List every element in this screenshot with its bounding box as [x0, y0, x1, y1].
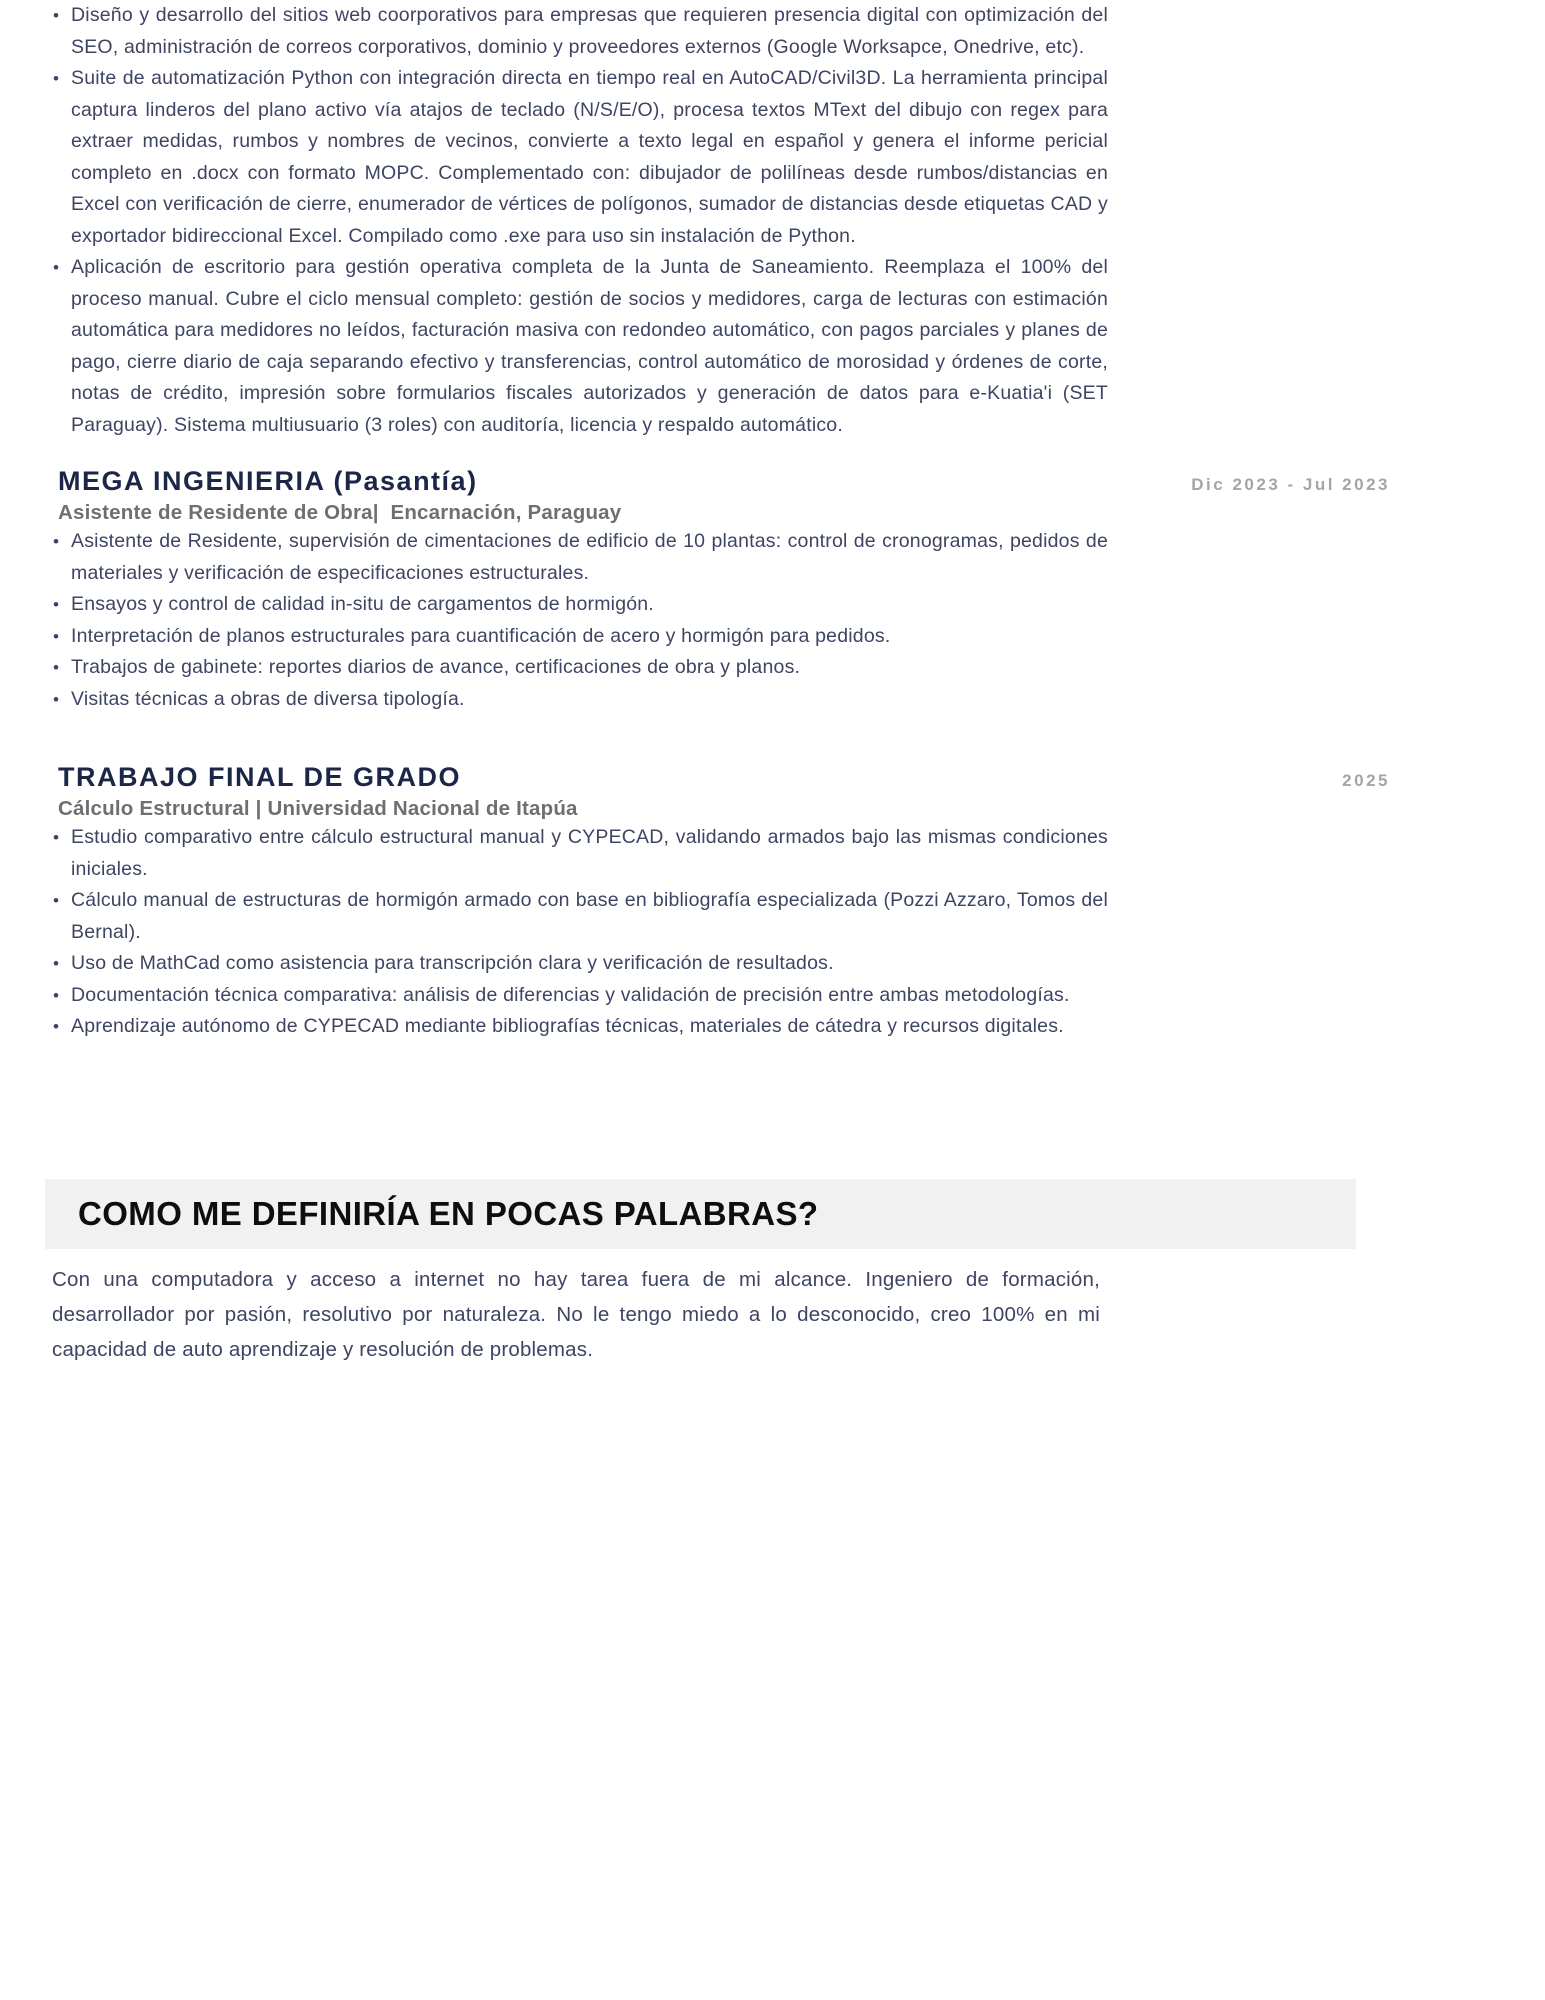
bullet-item: • Ensayos y control de calidad in-situ de cargamentos de hormigón.: [52, 589, 1108, 621]
definition-banner: [45, 1179, 1356, 1249]
bullet-item: • Cálculo manual de estructuras de hormigón armado con base en bibliografía especializada (Pozzi Azzaro, Tomos del Bernal).: [52, 885, 1108, 948]
bullet-item: • Uso de MathCad como asistencia para transcripción clara y verificación de resultados.: [52, 948, 1108, 980]
bullet-item: • Visitas técnicas a obras de diversa tipología.: [52, 684, 1108, 716]
bullet-item: • Aprendizaje autónomo de CYPECAD mediante bibliografías técnicas, materiales de cátedra y recursos digitales.: [52, 1011, 1108, 1043]
intro-bullet-item: • Suite de automatización Python con integración directa en tiempo real en AutoCAD/Civil3D. La herramienta principal captura linderos del plano activo vía atajos de teclado (N/S/E/O), procesa textos MText del dibujo con regex para extraer medidas, rumbos y nombres de vecinos, convierte a texto legal en español y genera el informe pericial completo en .docx con formato MOPC. Complementado con: dibujador de polilíneas desde rumbos/distancias en Excel con verificación de cierre, enumerador de vértices de polígonos, sumador de distancias desde etiquetas CAD y exportador bidireccional Excel. Compilado como .exe para uso sin instalación de Python.: [52, 63, 1108, 252]
section-title: TRABAJO FINAL DE GRADO: [58, 762, 462, 792]
intro-bullets-block: [52, 0, 1108, 441]
bullet-item: • Asistente de Residente, supervisión de cimentaciones de edificio de 10 plantas: control de cronogramas, pedidos de materiales y verificación de especificaciones estructurales.: [52, 526, 1108, 589]
bullet-item: • Estudio comparativo entre cálculo estructural manual y CYPECAD, validando armados bajo las mismas condiciones iniciales.: [52, 822, 1108, 885]
section-header: [52, 465, 1108, 526]
intro-bullet-item: • Aplicación de escritorio para gestión operativa completa de la Junta de Saneamiento. Reemplaza el 100% del proceso manual. Cubre el ciclo mensual completo: gestión de socios y medidores, carga de lecturas con estimación automática para medidores no leídos, facturación masiva con redondeo automático, con pagos parciales y planes de pago, cierre diario de caja separando efectivo y transferencias, control automático de morosidad y órdenes de corte, notas de crédito, impresión sobre formularios fiscales autorizados y generación de datos para e-Kuatia'i (SET Paraguay). Sistema multiusuario (3 roles) con auditoría, licencia y respaldo automático.: [52, 252, 1108, 441]
section-bullet-list: [52, 526, 1108, 715]
section-subtitle: Cálculo Estructural | Universidad Nacional de Itapúa: [58, 797, 578, 820]
bullet-item: • Trabajos de gabinete: reportes diarios de avance, certificaciones de obra y planos.: [52, 652, 1108, 684]
section-trabajo-final: [0, 761, 1545, 1043]
bullet-item: • Interpretación de planos estructurales para cuantificación de acero y hormigón para pedidos.: [52, 621, 1108, 653]
definition-banner-title: COMO ME DEFINIRÍA EN POCAS PALABRAS?: [78, 1194, 819, 1232]
section-bullet-list: [52, 822, 1108, 1043]
section-subtitle: Asistente de Residente de Obra| Encarnación, Paraguay: [58, 501, 622, 524]
section-header: [52, 761, 1108, 822]
section-date: 2025: [1342, 771, 1390, 790]
bullet-item: • Documentación técnica comparativa: análisis de diferencias y validación de precisión entre ambas metodologías.: [52, 980, 1108, 1012]
intro-bullet-item: • Diseño y desarrollo del sitios web coorporativos para empresas que requieren presencia digital con optimización del SEO, administración de correos corporativos, dominio y proveedores externos (Google Worksapce, Onedrive, etc).: [52, 0, 1108, 63]
section-title: MEGA INGENIERIA (Pasantía): [58, 466, 478, 496]
about-paragraph: Con una computadora y acceso a internet no hay tarea fuera de mi alcance. Ingeniero de formación, desarrollador por pasión, resolutivo por naturaleza. No le tengo miedo a lo desconocido, creo 100% en mi capacidad de auto aprendizaje y resolución de problemas.: [52, 1267, 1100, 1361]
section-date: Dic 2023 - Jul 2023: [1191, 475, 1390, 494]
intro-bullet-list: [52, 0, 1108, 441]
section-mega-ingenieria: [0, 465, 1545, 715]
